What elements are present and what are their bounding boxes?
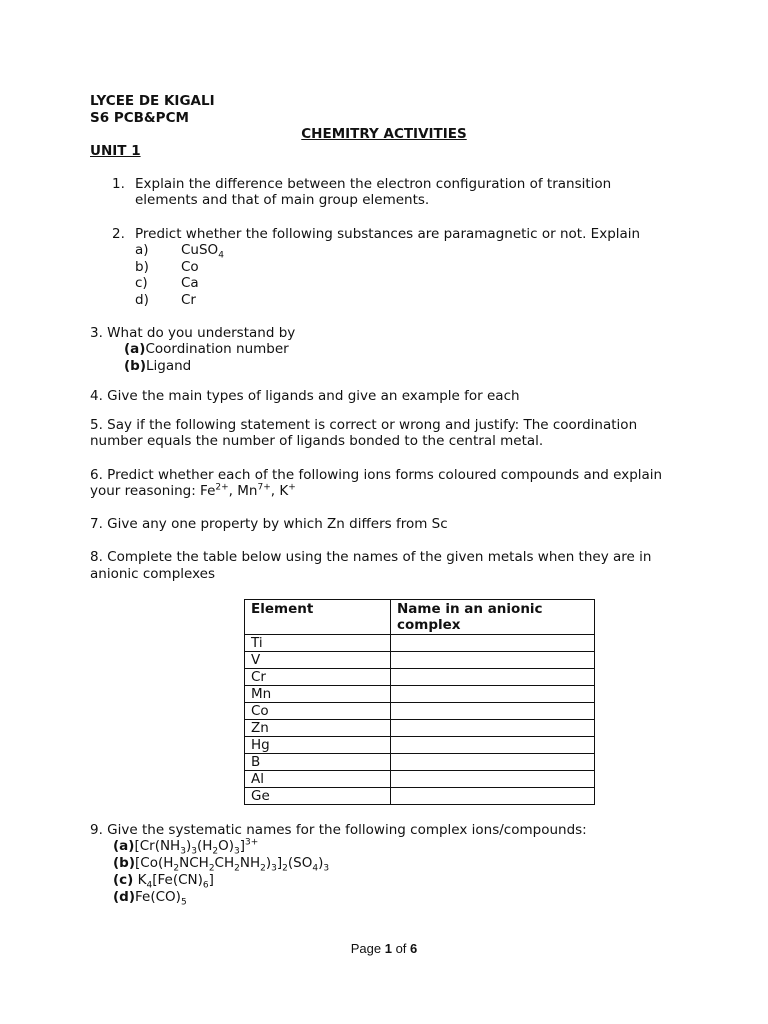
element-cell: Al — [245, 771, 391, 788]
answer-cell[interactable] — [391, 652, 595, 669]
table-row — [245, 737, 595, 754]
q5-line2: number equals the number of ligands bonded to the central metal. — [90, 433, 544, 449]
answer-cell[interactable] — [391, 737, 595, 754]
anionic-names-table — [244, 599, 595, 805]
answer-cell[interactable] — [391, 686, 595, 703]
answer-cell[interactable] — [391, 754, 595, 771]
class-name: S6 PCB&PCM — [90, 110, 189, 126]
table-row — [245, 652, 595, 669]
school-name: LYCEE DE KIGALI — [90, 93, 215, 109]
table-row — [245, 703, 595, 720]
q7-text: 7. Give any one property by which Zn differs from Sc — [90, 516, 448, 532]
element-cell: B — [245, 754, 391, 771]
total-pages: 6 — [410, 941, 418, 956]
element-cell: Zn — [245, 720, 391, 737]
q5-line1: 5. Say if the following statement is correct or wrong and justify: The coordination — [90, 417, 638, 433]
q8-line2: anionic complexes — [90, 566, 215, 582]
element-cell: Hg — [245, 737, 391, 754]
table-row — [245, 788, 595, 805]
q3-text: 3. What do you understand by — [90, 325, 296, 341]
q2-item-letter: a) — [135, 242, 149, 258]
element-cell: Ge — [245, 788, 391, 805]
table-header-row — [245, 600, 595, 635]
element-cell: Cr — [245, 669, 391, 686]
element-cell: Co — [245, 703, 391, 720]
q9-text: 9. Give the systematic names for the following complex ions/compounds: — [90, 822, 587, 838]
answer-cell[interactable] — [391, 720, 595, 737]
table-row — [245, 669, 595, 686]
q2-item-letter: b) — [135, 259, 149, 275]
page-footer: Page 1 of 6 — [350, 941, 418, 956]
q2-item-letter: c) — [135, 275, 148, 291]
q3-item-a: (a)Coordination number — [124, 341, 289, 357]
element-cell: Mn — [245, 686, 391, 703]
q1-line1: Explain the difference between the electron configuration of transition — [135, 176, 612, 192]
page-title: CHEMITRY ACTIVITIES — [301, 126, 467, 142]
table-row — [245, 771, 595, 788]
q8-line1: 8. Complete the table below using the names of the given metals when they are in — [90, 549, 652, 565]
q2-item-letter: d) — [135, 292, 149, 308]
element-cell: V — [245, 652, 391, 669]
q2-item-formula: Cr — [181, 292, 196, 308]
table-row — [245, 720, 595, 737]
answer-cell[interactable] — [391, 788, 595, 805]
q1-line2: elements and that of main group elements. — [135, 192, 430, 208]
q2-text: Predict whether the following substances are paramagnetic or not. Explain — [135, 226, 641, 242]
q2-item-formula: Co — [181, 259, 199, 275]
q2-item-formula: CuSO$_4$ — [181, 242, 224, 261]
q9-item-a: $(a)[Cr(NH_3)_3(H_2O)_3]^{3+}$ — [113, 837, 259, 857]
answer-cell[interactable] — [391, 669, 595, 686]
q9-item-c: (c) $K_4[Fe(CN)_6]$ — [113, 872, 214, 891]
column-header-element: Element — [245, 600, 391, 635]
answer-cell[interactable] — [391, 771, 595, 788]
unit-heading: UNIT 1 — [90, 143, 141, 159]
q6-line2: your reasoning: $Fe^{2+}$, $Mn^{7+}$, K+ — [90, 482, 296, 499]
element-cell: Ti — [245, 635, 391, 652]
q1-number: 1. — [112, 176, 125, 192]
answer-cell[interactable] — [391, 703, 595, 720]
q9-item-b: $(b)[Co(H_2NCH_2CH_2NH_2)_3]_2(SO_4)_3$ — [113, 855, 330, 874]
column-header-anionic-name: Name in an anionic complex — [391, 600, 595, 635]
answer-cell[interactable] — [391, 635, 595, 652]
q4-text: 4. Give the main types of ligands and give an example for each — [90, 388, 520, 404]
q6-line1: 6. Predict whether each of the following ions forms coloured compounds and explain — [90, 467, 663, 483]
current-page: 1 — [384, 941, 392, 956]
q2-number: 2. — [112, 226, 125, 242]
table-row — [245, 635, 595, 652]
table-row — [245, 686, 595, 703]
q9-item-d: $(d)Fe(CO)_5$ — [113, 889, 187, 908]
q3-item-b: (b)Ligand — [124, 358, 192, 374]
table-row — [245, 754, 595, 771]
q2-item-formula: Ca — [181, 275, 199, 291]
